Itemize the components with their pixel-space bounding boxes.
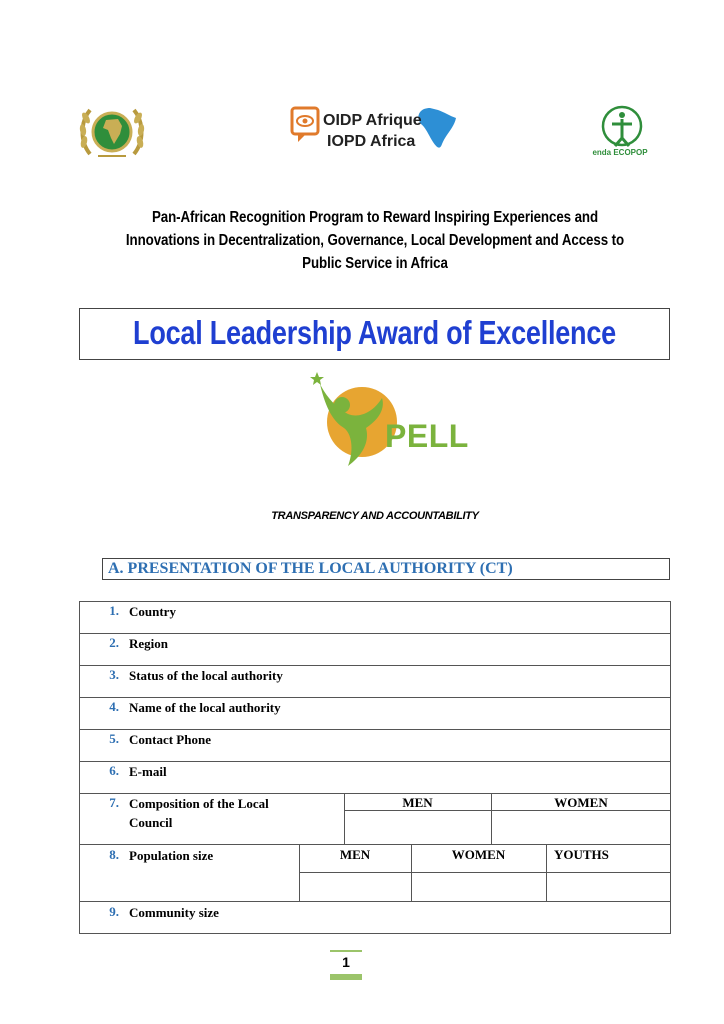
field-label-council: Composition of the Local Council bbox=[129, 796, 269, 830]
row-divider bbox=[79, 761, 671, 762]
iopd-africa-label: IOPD Africa bbox=[327, 133, 416, 150]
oidp-afrique-label: OIDP Afrique bbox=[323, 112, 422, 129]
population-men-header: MEN bbox=[339, 847, 371, 862]
row-number: 2. bbox=[109, 635, 119, 650]
row-number: 3. bbox=[109, 667, 119, 682]
population-women-header: WOMEN bbox=[451, 847, 506, 862]
pell-label: PELL bbox=[385, 418, 469, 454]
african-union-logo-icon bbox=[78, 104, 146, 160]
enda-ecopop-label: enda ECOPOP bbox=[592, 148, 648, 157]
field-label-status: Status of the local authority bbox=[129, 668, 283, 683]
field-label-region: Region bbox=[129, 636, 168, 651]
row-divider bbox=[79, 901, 671, 902]
theme-heading: TRANSPARENCY AND ACCOUNTABILITY bbox=[271, 510, 479, 522]
field-label-population: Population size bbox=[129, 848, 214, 863]
row-number: 4. bbox=[109, 699, 119, 714]
population-youths-header: YOUTHS bbox=[554, 847, 609, 862]
section-title: A. PRESENTATION OF THE LOCAL AUTHORITY (CT) bbox=[108, 560, 513, 577]
page-number: 1 bbox=[342, 954, 350, 970]
row-number: 1. bbox=[109, 603, 119, 618]
row-number: 7. bbox=[109, 795, 119, 810]
field-label-country: Country bbox=[129, 604, 176, 619]
row-number: 5. bbox=[109, 731, 119, 746]
row-number: 8. bbox=[109, 847, 119, 862]
field-label-phone: Contact Phone bbox=[129, 732, 211, 747]
row-number: 6. bbox=[109, 763, 119, 778]
award-title: Local Leadership Award of Excellence bbox=[133, 314, 616, 351]
field-label-community: Community size bbox=[129, 905, 219, 920]
council-women-header: WOMEN bbox=[554, 795, 608, 810]
council-men-header: MEN bbox=[402, 795, 433, 810]
col-divider bbox=[546, 844, 547, 901]
field-label-email: E-mail bbox=[129, 764, 167, 779]
row-number: 9. bbox=[109, 904, 119, 919]
field-label-name: Name of the local authority bbox=[129, 700, 281, 715]
program-title: Pan-African Recognition Program to Reward Inspiring Experiences and Innovations in Decentralization, Governance, Local Development and Access to Public Service in Africa bbox=[125, 209, 625, 272]
row-divider bbox=[299, 872, 671, 873]
row-divider bbox=[79, 844, 671, 845]
